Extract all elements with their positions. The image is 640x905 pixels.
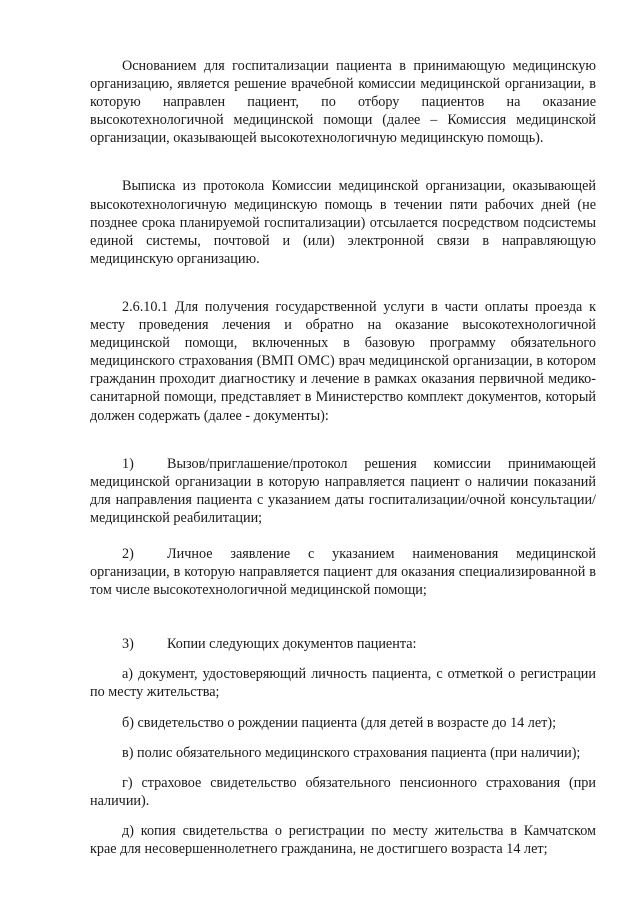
list-item-1: [90, 455, 596, 527]
subitem-b: б) свидетельство о рождении пациента (для детей в возрасте до 14 лет);: [122, 714, 557, 731]
list-item-number: 3): [122, 636, 134, 653]
list-item-text: Вызов/приглашение/протокол решения комиссии принимающей медицинской организации в которую направляется пациент о наличии показаний для направления пациента с указанием даты госпитализации/очной консультации/медицинской реабилитации;: [90, 455, 596, 526]
list-item-number: 1): [122, 455, 134, 472]
list-item-2: [90, 545, 596, 599]
paragraph-hospitalization-basis: Основанием для госпитализации пациента в принимающую медицинскую организацию, является решение врачебной комиссии медицинской организации, в которую направлен пациент, по отбору пациентов на оказание высокотехнологичной медицинской помощи (далее – Комиссия медицинской организации, оказывающей высокотехнологичную медицинскую помощь).: [90, 58, 596, 147]
paragraph-protocol-extract: Выписка из протокола Комиссии медицинской организации, оказывающей высокотехнологичную медицинскую помощь в течении пяти рабочих дней (не позднее срока планируемой госпитализации) отсылается посредством подсистемы единой системы, почтовой и (или) электронной связи в направляющую медицинскую организацию.: [90, 178, 596, 267]
list-item-3: [90, 635, 596, 653]
subitem-a: а) документ, удостоверяющий личность пациента, с отметкой о регистрации по месту жительства;: [90, 666, 596, 701]
list-item-number: 2): [122, 545, 134, 562]
list-item-text: Личное заявление с указанием наименования медицинской организации, в которую направляется пациент для оказания специализированной в том числе высокотехнологичной медицинской помощи;: [90, 545, 596, 599]
subitem-d: д) копия свидетельства о регистрации по месту жительства в Камчатском крае для несовершеннолетнего гражданина, не достигшего возраста 14 лет;: [90, 822, 596, 857]
paragraph-2-6-10-1: 2.6.10.1 Для получения государственной услуги в части оплаты проезда к месту проведения лечения и обратно на оказание высокотехнологичной медицинской помощи, включенных в базовую программу обязательного медицинского страхования (ВМП ОМС) врач медицинской организации, в котором гражданин проходит диагностику и лечение в рамках оказания первичной медико-санитарной помощи, представляет в Министерство комплект документов, который должен содержать (далее - документы):: [90, 298, 596, 424]
list-item-text: Копии следующих документов пациента:: [167, 636, 417, 653]
subitem-g: г) страховое свидетельство обязательного пенсионного страхования (при наличии).: [90, 774, 596, 809]
subitem-v: в) полис обязательного медицинского страхования пациента (при наличии);: [122, 744, 581, 761]
